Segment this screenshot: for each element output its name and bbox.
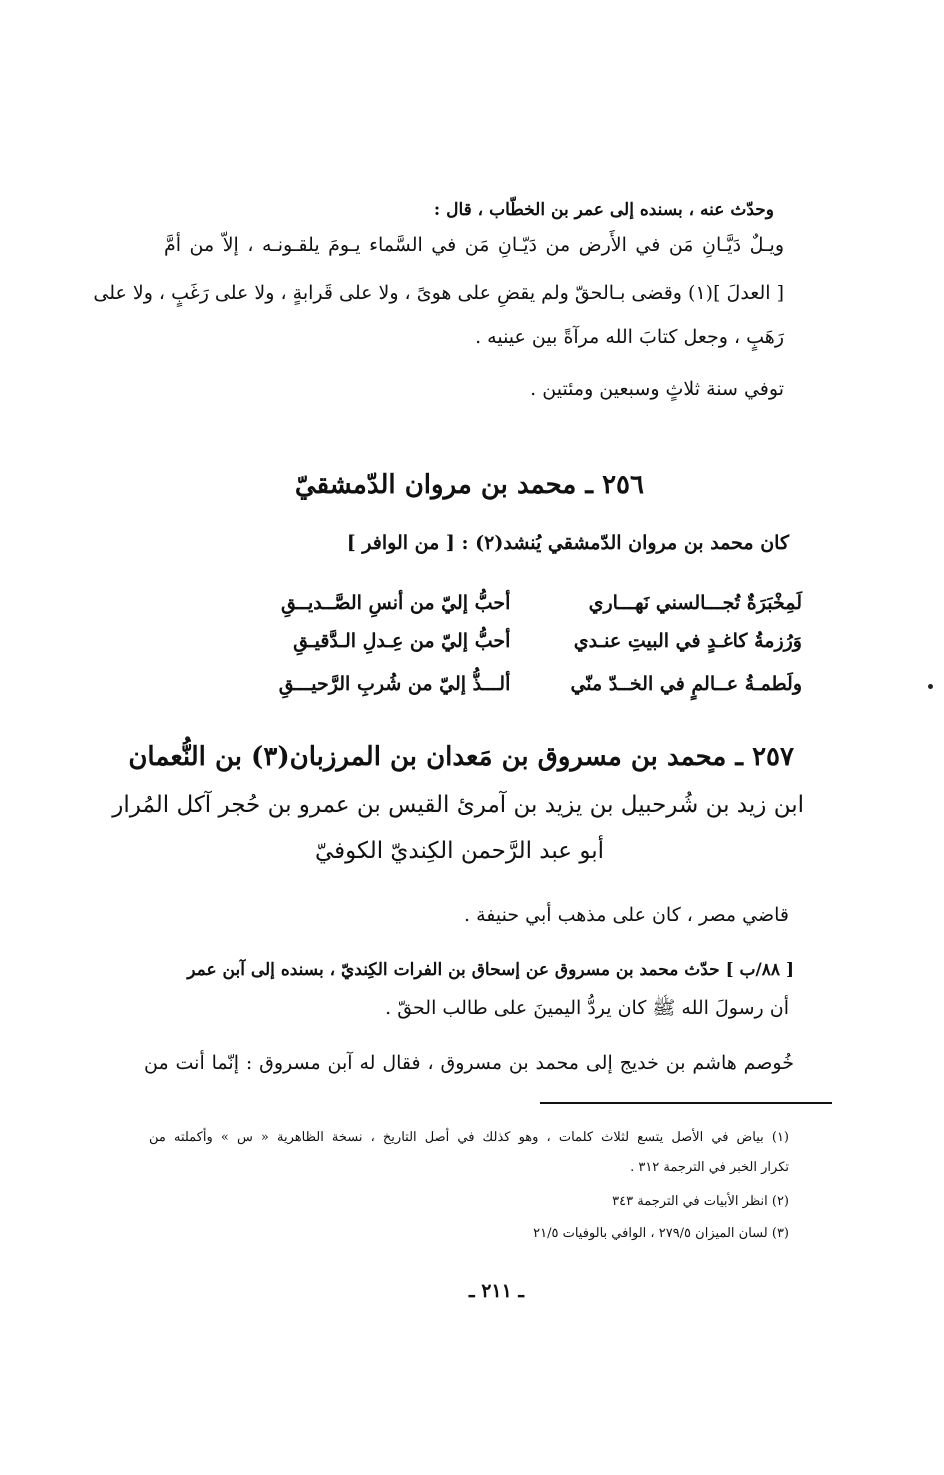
hadith-chain-umar: وحدّث عنه ، بسنده إلى عمر بن الخطّاب ، قال : <box>433 200 774 220</box>
verse-1-second-hemistich: أحبُّ إليّ من أنسِ الصَّــديــقِ <box>280 592 511 614</box>
entry-257-khusum: خُوصم هاشم بن خديج إلى محمد بن مسروق ، فقال له آبن مسروق : إنّما أنت من <box>144 1052 794 1074</box>
verse-1-first-hemistich: لَمِخْبَرَةٌ تُجـــالسني نَهـــاري <box>588 592 802 614</box>
death-date: توفي سنة ثلاثٍ وسبعين ومئتين . <box>530 378 784 400</box>
entry-257-lineage: ابن زيد بن شُرحبيل بن يزيد بن آمرئ القيس بن عمرو بن حُجر آكل المُرار <box>112 792 804 818</box>
entry-257-heading: ٢٥٧ ـ محمد بن مسروق بن مَعدان بن المرزبان(٣) بن النُّعمان <box>128 742 794 772</box>
entry-256-heading: ٢٥٦ ـ محمد بن مروان الدّمشقيّ <box>294 470 644 500</box>
footnote-3: (٣) لسان الميزان ٢٧٩/٥ ، الوافي بالوفيات ٢١/٥ <box>533 1226 789 1241</box>
hadith-text-line-1: ويـلٌ دَيَّـانِ مَن في الأَرض من دَيّـانِ مَن في السَّماء يـومَ يلقـونـه ، إلاّ من أمَّ <box>164 234 784 256</box>
margin-mark <box>928 684 933 689</box>
verse-1 <box>281 592 802 614</box>
footnote-1-line-2: تكرار الخبر في الترجمة ٣١٢ . <box>630 1160 789 1175</box>
verse-2 <box>293 630 802 652</box>
footnote-1-line-1: (١) بياض في الأصل يتسع لثلاث كلمات ، وهو كذلك في أصل التاريخ ، نسخة الظاهرية « س » وأكملته من <box>149 1130 789 1145</box>
entry-256-intro: كان محمد بن مروان الدّمشقي يُنشد(٢) : [ من الوافر ] <box>346 532 789 554</box>
entry-257-chain: [ ٨٨/ب ] حدّث محمد بن مسروق عن إسحاق بن الفرات الكِنديّ ، بسنده إلى آبن عمر <box>187 960 794 980</box>
hadith-text-line-2: [ العدلَ ](١) وقضى بـالحقّ ولم يقضِ على هوىً ، ولا على قَرابةٍ ، ولا على رَغَبٍ ، ولا على <box>93 282 784 304</box>
entry-257-qadi: قاضي مصر ، كان على مذهب أبي حنيفة . <box>464 904 789 926</box>
footnote-rule <box>540 1102 832 1104</box>
entry-257-kunya: أبو عبد الرَّحمن الكِنديّ الكوفيّ <box>314 838 604 864</box>
verse-3-second-hemistich: ألـــذُّ إليّ من شُربِ الرَّحيـــقِ <box>278 673 511 695</box>
footnote-2: (٢) انظر الأبيات في الترجمة ٣٤٣ <box>612 1194 789 1209</box>
verse-2-second-hemistich: أحبُّ إليّ من عِـدلِ الـدَّقيـقِ <box>293 630 511 652</box>
verse-2-first-hemistich: وَرُزمةُ كاغـدٍ في البيتِ عنـدي <box>573 630 802 652</box>
page-number: ـ ٢١١ ـ <box>469 1280 524 1302</box>
verse-3 <box>279 673 802 695</box>
hadith-text-line-3: رَهَبٍ ، وجعل كتابَ الله مرآةً بين عينيه . <box>475 326 784 348</box>
verse-3-first-hemistich: ولَطمـةُ عــالمٍ في الخــدّ منّي <box>570 673 802 695</box>
entry-257-hadith: أن رسولَ الله ﷺ كان يردُّ اليمينَ على طالب الحقّ . <box>385 997 789 1019</box>
